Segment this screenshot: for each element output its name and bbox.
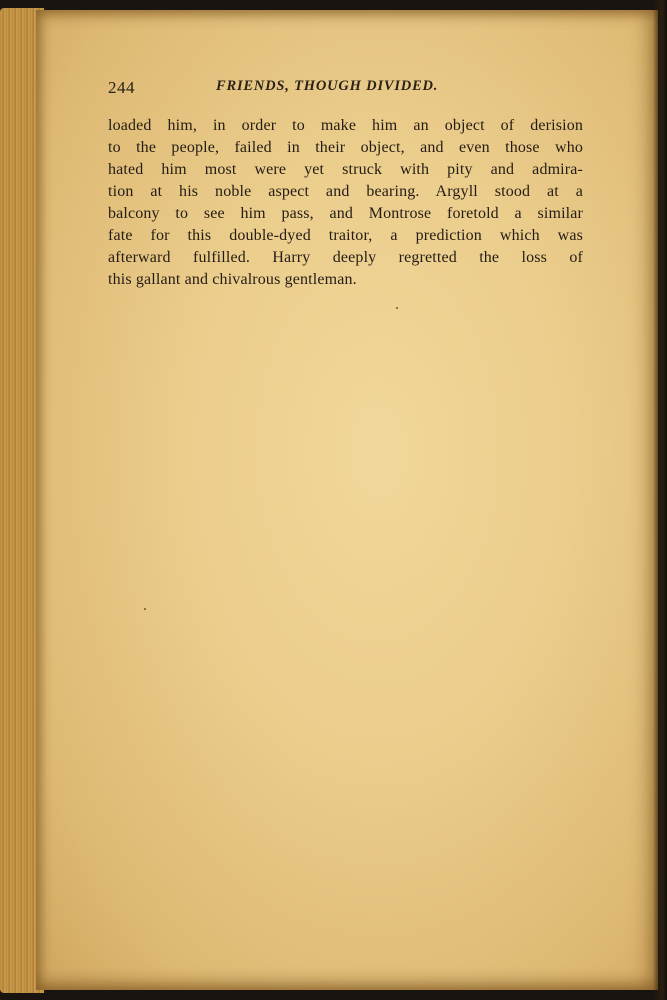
text-line: tion at his noble aspect and bearing. Argyll stood at a xyxy=(108,183,583,200)
text-line: hated him most were yet struck with pity and admira- xyxy=(108,161,583,178)
text-line: balcony to see him pass, and Montrose foretold a similar xyxy=(108,205,583,222)
body-paragraph xyxy=(108,115,583,291)
text-line: this gallant and chivalrous gentleman. xyxy=(108,271,357,288)
text-line: fate for this double-dyed traitor, a prediction which was xyxy=(108,227,583,244)
page-number: 244 xyxy=(108,78,135,97)
text-line: afterward fulfilled. Harry deeply regretted the loss of xyxy=(108,249,583,266)
binding-shadow xyxy=(653,0,667,1000)
text-line: to the people, failed in their object, and even those who xyxy=(108,139,583,156)
text-line: loaded him, in order to make him an object of derision xyxy=(108,117,583,134)
page-header xyxy=(108,66,578,97)
running-head: FRIENDS, THOUGH DIVIDED. xyxy=(216,78,439,94)
paper-speck xyxy=(144,608,146,610)
paper-speck xyxy=(396,307,398,309)
